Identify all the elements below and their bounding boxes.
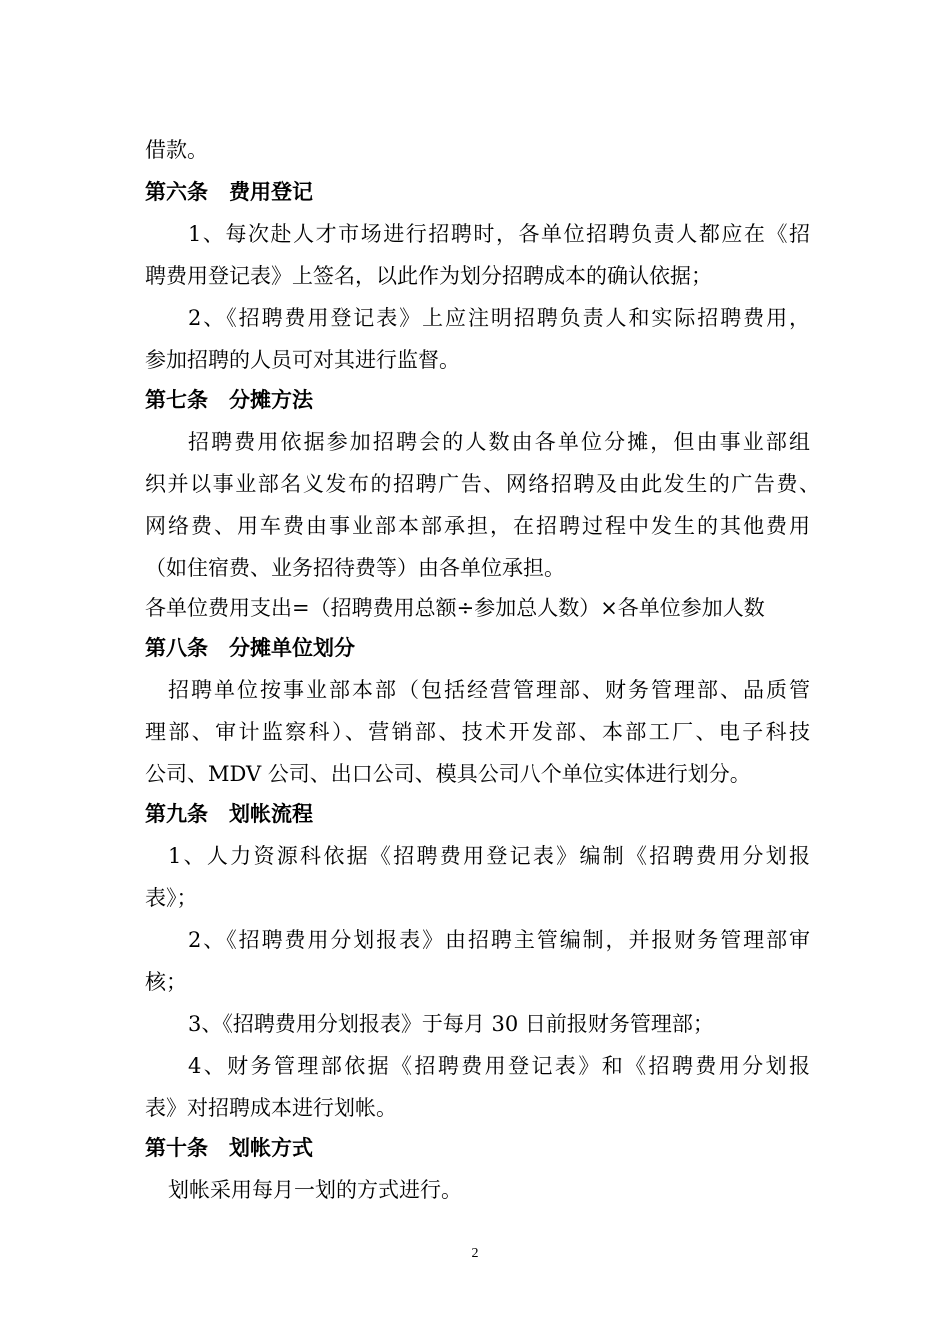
text-line: 招聘单位按事业部本部（包括经营管理部、财务管理部、品质管	[168, 678, 810, 702]
section-heading-7: 第七条 分摊方法	[145, 388, 313, 412]
text-line: （如住宿费、业务招待费等）由各单位承担。	[145, 556, 565, 580]
section-heading-10: 第十条 划帐方式	[145, 1136, 313, 1160]
text-line: 4、财务管理部依据《招聘费用登记表》和《招聘费用分划报	[188, 1054, 810, 1078]
text-line: 招聘费用依据参加招聘会的人数由各单位分摊，但由事业部组	[188, 430, 810, 454]
text-line: 3、《招聘费用分划报表》于每月 30 日前报财务管理部；	[188, 1012, 714, 1036]
page-number: 2	[471, 1246, 479, 1261]
text-line: 网络费、用车费由事业部本部承担，在招聘过程中发生的其他费用	[145, 514, 810, 538]
text-line: 聘费用登记表》上签名，以此作为划分招聘成本的确认依据；	[145, 264, 712, 288]
text-line: 织并以事业部名义发布的招聘广告、网络招聘及由此发生的广告费、	[145, 472, 820, 496]
text-line: 理部、审计监察科）、营销部、技术开发部、本部工厂、电子科技	[145, 720, 810, 744]
formula-line: 各单位费用支出=（招聘费用总额÷参加总人数）×各单位参加人数	[145, 596, 765, 620]
text-line: 1、人力资源科依据《招聘费用登记表》编制《招聘费用分划报	[168, 844, 810, 868]
text-line: 核；	[145, 970, 187, 994]
text-line: 2、《招聘费用分划报表》由招聘主管编制，并报财务管理部审	[188, 928, 810, 952]
text-line: 借款。	[145, 138, 208, 162]
text-line: 参加招聘的人员可对其进行监督。	[145, 348, 460, 372]
text-line: 表》对招聘成本进行划帐。	[145, 1096, 397, 1120]
section-heading-9: 第九条 划帐流程	[145, 802, 313, 826]
text-line: 1、每次赴人才市场进行招聘时，各单位招聘负责人都应在《招	[188, 222, 810, 246]
text-line: 表》；	[145, 886, 198, 910]
text-line: 2、《招聘费用登记表》上应注明招聘负责人和实际招聘费用，	[188, 306, 810, 330]
section-heading-6: 第六条 费用登记	[145, 180, 313, 204]
text-line: 划帐采用每月一划的方式进行。	[168, 1178, 462, 1202]
text-line: 公司、MDV 公司、出口公司、模具公司八个单位实体进行划分。	[145, 762, 751, 786]
section-heading-8: 第八条 分摊单位划分	[145, 636, 355, 660]
